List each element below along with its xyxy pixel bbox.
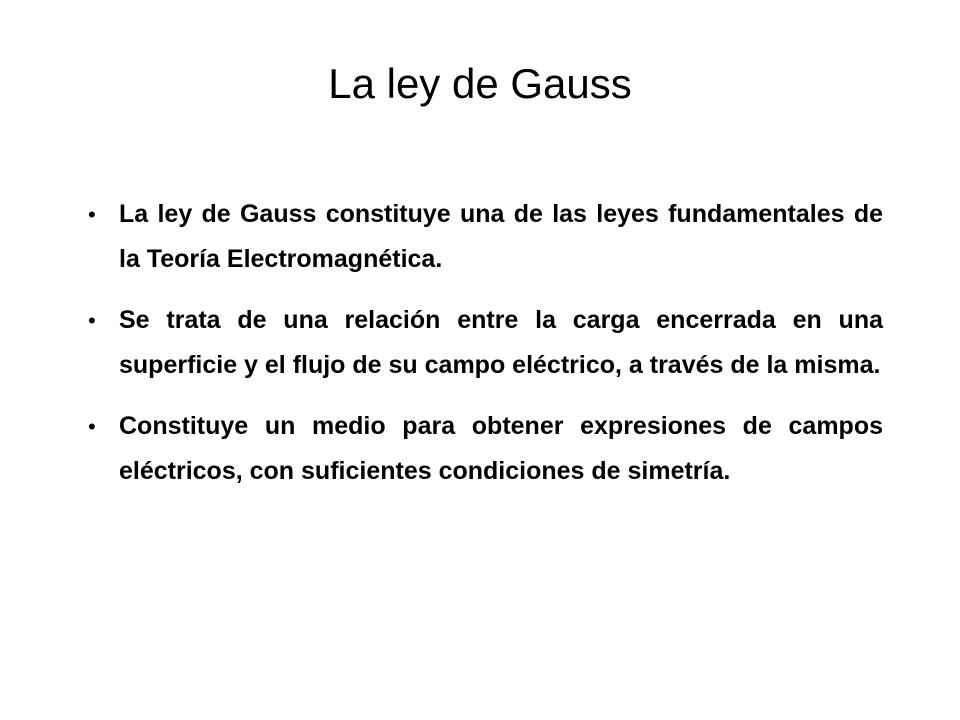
bullet-item-3 [88,404,883,494]
bullet-dot-icon: • [88,414,96,439]
bullet-item-2 [88,298,883,388]
bullet-list [88,192,883,510]
bullet-text: Constituye un medio para obtener expresiones de campos eléctricos, con suficientes condiciones de simetría. [119,412,883,485]
bullet-text: Se trata de una relación entre la carga encerrada en una superficie y el flujo de su campo eléctrico, a través de la misma. [119,306,883,379]
bullet-text: La ley de Gauss constituye una de las leyes fundamentales de la Teoría Electromagnética. [119,200,883,273]
bullet-dot-icon: • [88,308,96,333]
bullet-dot-icon: • [88,202,96,227]
slide-title: La ley de Gauss [328,60,632,107]
bullet-item-1 [88,192,883,282]
